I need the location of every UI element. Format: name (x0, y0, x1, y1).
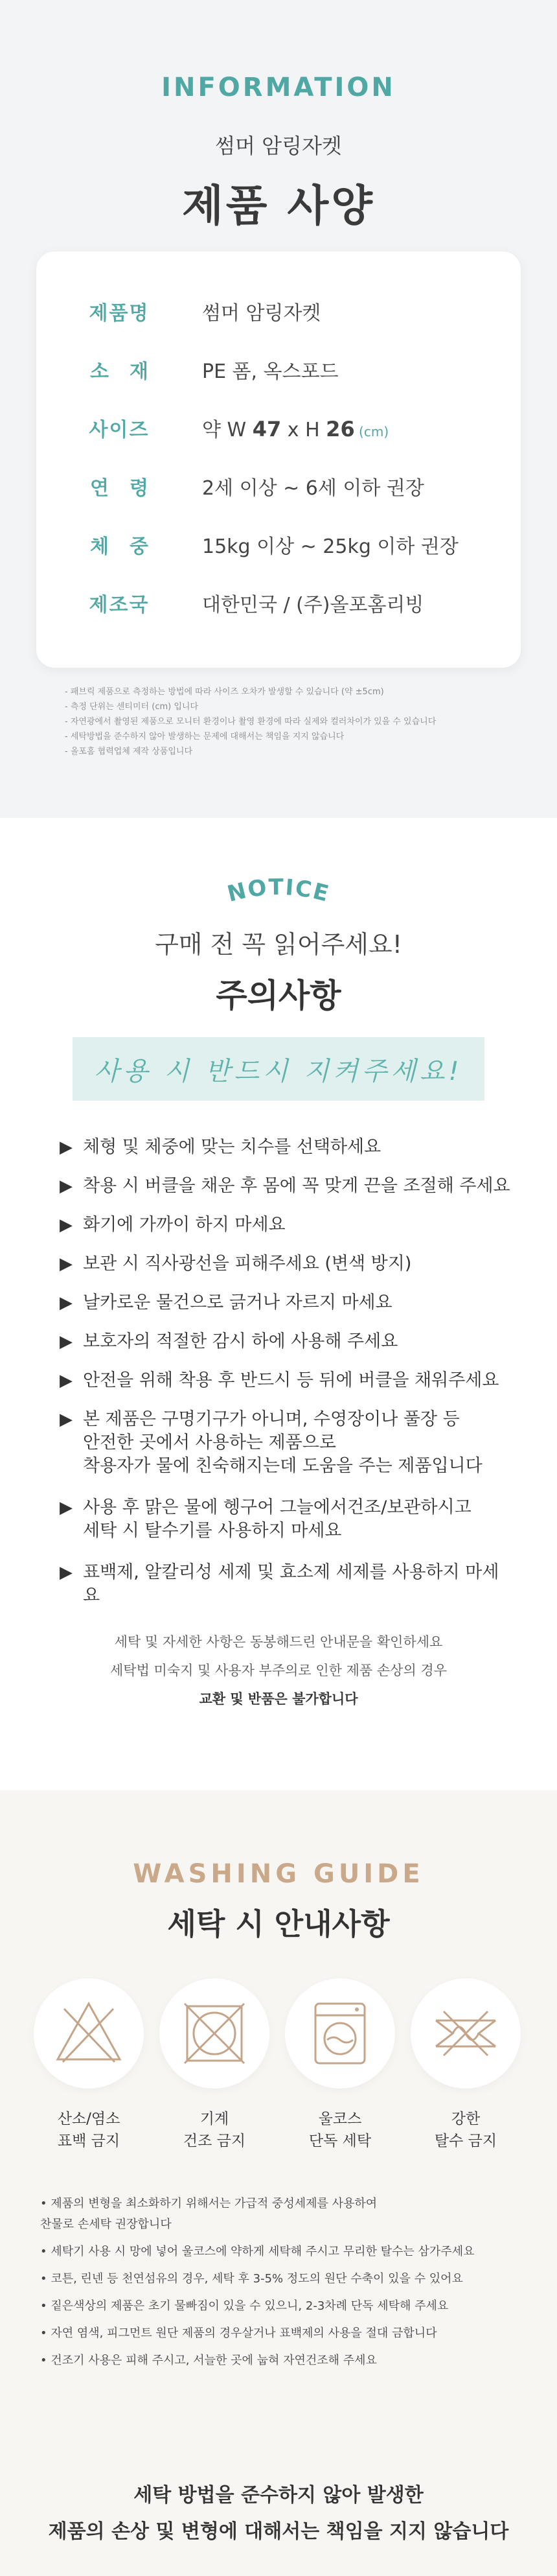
caution-item: ▶ 안전을 위해 착용 후 반드시 등 뒤에 버클을 채워주세요 (60, 1369, 499, 1392)
notice-closing (0, 1628, 557, 1713)
triangle-bullet-icon: ▶ (60, 1332, 73, 1352)
size-separator: x H (281, 419, 326, 441)
caution-item: ▶ 보관 시 직사광선을 피해주세요 (변색 방지) (60, 1252, 411, 1276)
washing-eyebrow: WASHING GUIDE (133, 1859, 424, 1889)
notice-title: 주의사항 (216, 977, 341, 1014)
notice-banner (73, 1037, 484, 1101)
spec-note: - 패브릭 제품으로 측정하는 방법에 따라 사이즈 오차가 발생할 수 있습니다 (약 ±5cm) (65, 687, 384, 697)
spec-row-size (36, 408, 521, 447)
caution-item: ▶ 본 제품은 구명기구가 아니며, 수영장이나 풀장 등 안전한 곳에서 사용하는 제품으로 착용자가 물에 친숙해지는데 도움을 주는 제품입니다 (60, 1408, 483, 1478)
triangle-bullet-icon: ▶ (60, 1563, 73, 1582)
spec-title: 제품 사양 (181, 181, 375, 231)
closing-line-emphasis: 교환 및 반품은 불가합니다 (199, 1691, 358, 1707)
spec-label: 제조국 (89, 594, 150, 616)
care-icon-circle (285, 1978, 395, 2089)
svg-text:NOTICE (225, 874, 332, 907)
caution-item: ▶ 체형 및 체중에 맞는 치수를 선택하세요 (60, 1136, 381, 1159)
washing-guide-section (0, 1790, 557, 2576)
spec-label: 체중 (90, 535, 169, 558)
triangle-bullet-icon: ▶ (60, 1371, 73, 1390)
caution-item: ▶ 날카로운 물건으로 긁거나 자르지 마세요 (60, 1291, 392, 1315)
size-height: 26 (326, 417, 355, 441)
caution-item: ▶ 표백제, 알칼리성 세제 및 효소제 세제를 사용하지 마세요 (60, 1561, 513, 1608)
triangle-bullet-icon: ▶ (60, 1177, 73, 1196)
caution-item: ▶ 화기에 가까이 하지 마세요 (60, 1213, 286, 1237)
notice-banner-text: 사용 시 반드시 지켜주세요! (94, 1056, 463, 1086)
guide-item: • 자연 염색, 피그먼트 원단 제품의 경우살거나 표백제의 사용을 절대 금합니다 (40, 2326, 437, 2340)
care-item-no-tumble-dry (159, 1978, 269, 2152)
care-label: 산소/염소 표백 금지 (57, 2111, 120, 2149)
care-label: 기계 건조 금지 (183, 2111, 246, 2149)
spec-note: - 세탁방법을 준수하지 않아 발생하는 문제에 대해서는 책임을 지지 않습니다 (65, 732, 345, 742)
care-icon-circle (159, 1978, 269, 2089)
spec-value: PE 폼, 옥스포드 (202, 360, 339, 383)
spec-row-name (36, 292, 521, 331)
triangle-bullet-icon: ▶ (60, 1215, 73, 1235)
guide-item: • 건조기 사용은 피해 주시고, 서늘한 곳에 눕혀 자연건조해 주세요 (40, 2354, 377, 2367)
caution-item: ▶ 착용 시 버클을 채운 후 몸에 꼭 맞게 끈을 조절해 주세요 (60, 1175, 510, 1198)
spec-value: 썸머 암링자켓 (202, 302, 321, 325)
closing-line: 세탁법 미숙지 및 사용자 부주의로 인한 제품 손상의 경우 (110, 1663, 447, 1678)
information-eyebrow: INFORMATION (161, 73, 396, 102)
triangle-bullet-icon: ▶ (60, 1293, 73, 1313)
spec-notes (65, 685, 505, 759)
spec-row-origin (36, 583, 521, 622)
care-label: 울코스 단독 세탁 (308, 2111, 372, 2149)
spec-label: 소재 (90, 360, 169, 383)
spec-label: 사이즈 (89, 419, 150, 441)
triangle-bullet-icon: ▶ (60, 1410, 73, 1429)
notice-section (0, 818, 557, 1790)
disclaimer-line: 세탁 방법을 준수하지 않아 발생한 (133, 2484, 424, 2507)
care-item-wool-wash (285, 1978, 395, 2152)
washing-guide-list (40, 2194, 519, 2378)
triangle-bullet-icon: ▶ (60, 1138, 73, 1157)
information-section (0, 0, 557, 818)
triangle-bullet-icon: ▶ (60, 1498, 73, 1517)
no-tumble-dry-icon (176, 1995, 253, 2072)
triangle-bullet-icon: ▶ (60, 1254, 73, 1274)
guide-item: • 세탁기 사용 시 망에 넣어 울코스에 약하게 세탁해 주시고 무리한 탈수는 삼가주세요 (40, 2245, 475, 2258)
guide-item: • 제품의 변형을 최소화하기 위해서는 가급적 중성세제를 사용하여 찬물로 손세탁 권장합니다 (40, 2197, 378, 2231)
caution-item: ▶ 사용 후 맑은 물에 헹구어 그늘에서건조/보관하시고 세탁 시 탈수기를 사용하지 마세요 (60, 1496, 472, 1543)
care-label: 강한 탈수 금지 (434, 2111, 497, 2149)
notice-eyebrow-text: NOTICE (225, 874, 333, 907)
guide-item: • 코튼, 린넨 등 천연섬유의 경우, 세탁 후 3-5% 정도의 원단 수축이 있을 수 있어요 (40, 2272, 463, 2286)
washing-title: 세탁 시 안내사항 (167, 1906, 390, 1941)
spec-card (36, 252, 521, 668)
washing-disclaimer (0, 2477, 557, 2550)
spec-value-size (202, 414, 389, 442)
spec-note: - 자연광에서 촬영된 제품으로 모니터 환경이나 촬영 환경에 따라 실제와 컬러차이가 있을 수 있습니다 (65, 717, 437, 727)
notice-arc-title (201, 867, 356, 913)
spec-label: 제품명 (89, 302, 150, 325)
care-item-no-bleach (34, 1978, 144, 2152)
no-wring-icon (427, 1995, 505, 2072)
notice-eyebrow (0, 867, 557, 913)
closing-line: 세탁 및 자세한 사항은 동봉해드린 안내문을 확인하세요 (114, 1634, 443, 1650)
notice-subtitle: 구매 전 꼭 읽어주세요! (155, 930, 402, 959)
product-name-subtitle: 썸머 암링자켓 (215, 134, 342, 158)
no-bleach-icon (50, 1995, 128, 2072)
spec-row-material (36, 350, 521, 389)
size-width: 47 (252, 417, 282, 441)
care-icon-circle (34, 1978, 144, 2089)
spec-row-age (36, 467, 521, 506)
care-icon-circle (411, 1978, 521, 2089)
spec-value: 15kg 이상 ~ 25kg 이하 권장 (202, 535, 459, 558)
wool-wash-icon (301, 1995, 379, 2072)
size-unit: (cm) (354, 424, 389, 439)
caution-item: ▶ 보호자의 적절한 감시 하에 사용해 주세요 (60, 1330, 398, 1353)
guide-item: • 짙은색상의 제품은 초기 물빠짐이 있을 수 있으니, 2-3차례 단독 세탁해 주세요 (40, 2299, 449, 2313)
spec-label: 연령 (90, 477, 169, 500)
spec-note: - 올포홈 협력업체 제작 상품입니다 (65, 747, 193, 756)
spec-note: - 측정 단위는 센티미터 (cm) 입니다 (65, 702, 199, 712)
disclaimer-line: 제품의 손상 및 변형에 대해서는 책임을 지지 않습니다 (48, 2520, 509, 2543)
size-prefix: 약 W (202, 419, 253, 441)
spec-value: 2세 이상 ~ 6세 이하 권장 (202, 477, 424, 500)
spec-value: 대한민국 / (주)올포홈리빙 (202, 594, 424, 616)
care-item-no-wring (411, 1978, 521, 2152)
spec-row-weight (36, 525, 521, 564)
